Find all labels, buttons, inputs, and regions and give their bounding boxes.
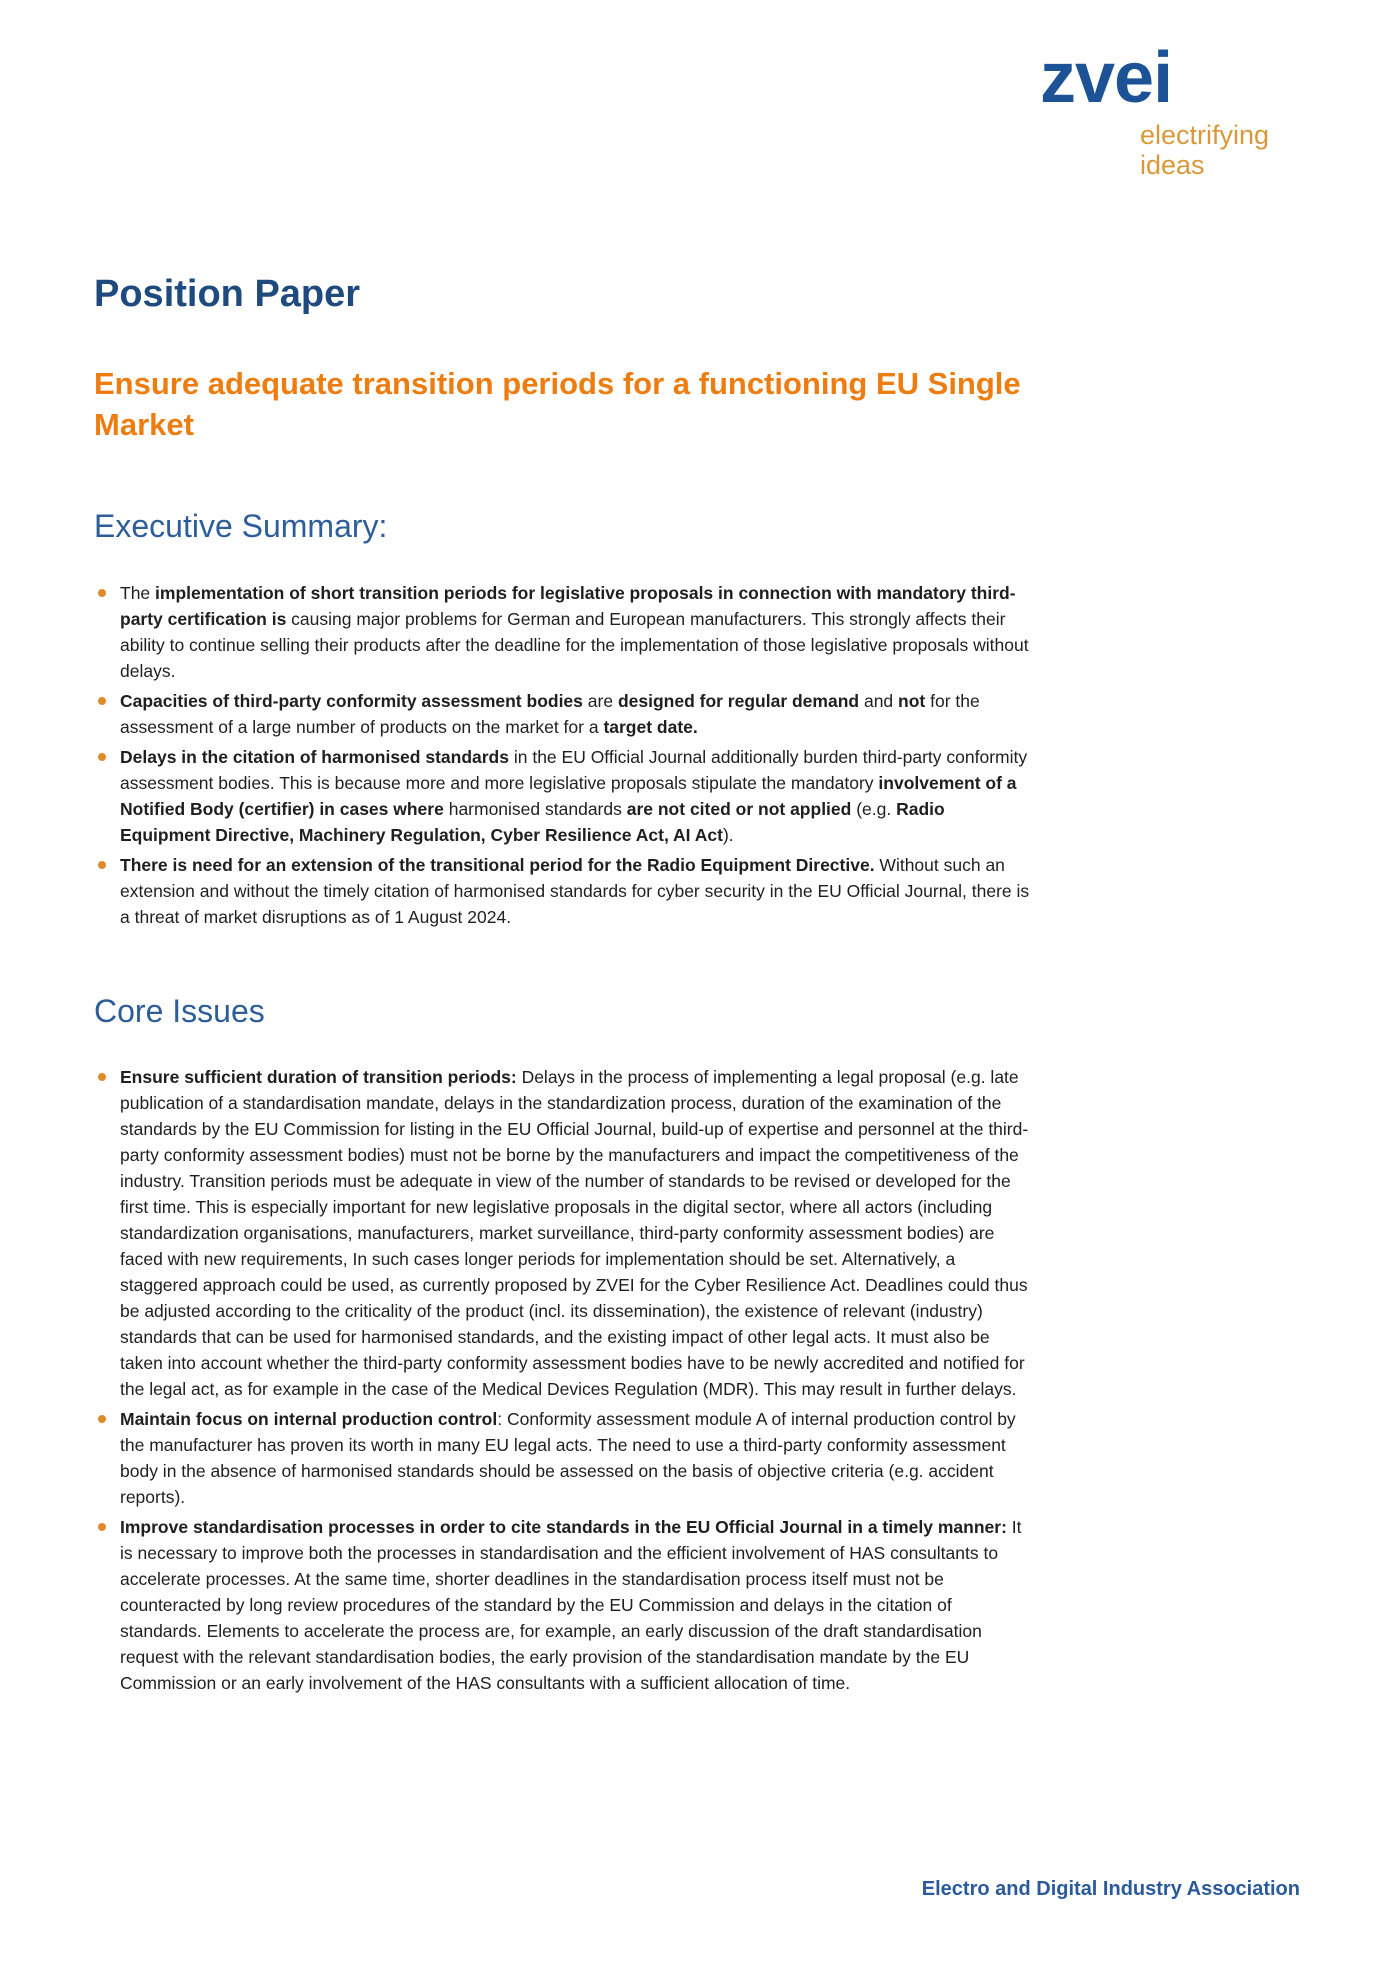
- doc-subtitle: Ensure adequate transition periods for a functioning EU Single Market: [94, 365, 1021, 442]
- zvei-logo-tagline: [1140, 120, 1320, 180]
- text-segment: are not cited or not applied: [626, 798, 852, 819]
- text-segment: : Conformity assessment module A of internal production control by the manufacturer has proven its worth in many EU legal acts. The need to use a third-party conformity assessment body in the absence of harmonised standards should be assessed on the basis of objective criteria (e.g. accident reports).: [120, 1409, 1016, 1508]
- text-segment: harmonised standards: [443, 798, 627, 819]
- list-item: [94, 580, 1036, 684]
- text-segment: Maintain focus on internal production control: [120, 1409, 498, 1430]
- text-segment: (e.g.: [851, 798, 897, 819]
- zvei-logo-wordmark: zvei: [1040, 38, 1173, 118]
- text-segment: Delays in the citation of harmonised standards: [120, 746, 509, 767]
- list-item: [94, 688, 1036, 740]
- list-item: [94, 852, 1036, 930]
- text-segment: for the assessment of a large number of products on the market for a: [120, 690, 980, 737]
- text-segment: ).: [722, 824, 734, 845]
- document-content: [94, 0, 1036, 1700]
- text-segment: designed for regular demand: [617, 690, 860, 711]
- list-item: [94, 1514, 1036, 1696]
- text-segment: implementation of short transition periods for legislative proposals in connection with mandatory third-party certification is: [120, 582, 1016, 629]
- text-segment: It is necessary to improve both the processes in standardisation and the efficient involvement of HAS consultants to accelerate processes. At the same time, shorter deadlines in the standardisation process itself must not be counteracted by long review procedures of the standard by the EU Commission and delays in the citation of standards. Elements to accelerate the process are, for example, an early discussion of the draft standardisation request with the relevant standardisation bodies, the early provision of the standardisation mandate by the EU Commission or an early involvement of the HAS consultants with a sufficient allocation of time.: [120, 1517, 1022, 1694]
- section-heading: Executive Summary:: [94, 508, 388, 545]
- text-segment: Capacities of third-party conformity assessment bodies: [120, 690, 583, 711]
- tagline-line-2: ideas: [1140, 150, 1205, 181]
- text-segment: are: [582, 690, 618, 711]
- list-item: [94, 1406, 1036, 1510]
- footer: [922, 1878, 1300, 1901]
- text-segment: causing major problems for German and European manufacturers. This strongly affects their ability to continue selling their products after the deadline for the implementation of those legislative proposals without delays.: [120, 608, 1029, 681]
- text-segment: Without such an extension and without the timely citation of harmonised standards for cyber security in the EU Official Journal, there is a threat of market disruptions as of 1 August 2024.: [120, 854, 1030, 927]
- list-item: [94, 744, 1036, 848]
- text-segment: Improve standardisation processes in order to cite standards in the EU Official Journal in a timely manner:: [120, 1517, 1007, 1538]
- text-segment: Ensure sufficient duration of transition periods:: [120, 1067, 517, 1088]
- text-segment: and: [859, 690, 899, 711]
- text-segment: There is need for an extension of the transitional period for the Radio Equipment Directive.: [120, 854, 875, 875]
- bullet-list: [94, 1064, 1036, 1696]
- section-heading: Core Issues: [94, 992, 265, 1029]
- text-segment: involvement of a Notified Body (certifier) in cases where: [120, 772, 1017, 819]
- text-segment: not: [898, 690, 926, 711]
- footer-text: Electro and Digital Industry Association: [921, 1878, 1300, 1900]
- zvei-logo: [1040, 38, 1320, 181]
- tagline-line-1: electrifying: [1140, 120, 1270, 150]
- text-segment: The: [120, 582, 156, 603]
- text-segment: Radio Equipment Directive, Machinery Regulation, Cyber Resilience Act, AI Act: [120, 798, 945, 845]
- text-segment: Delays in the process of implementing a legal proposal (e.g. late publication of a standardisation mandate, delays in the standardization process, duration of the examination of the standards by the EU Commission for listing in the EU Official Journal, build-up of expertise and personnel at the third-party conformity assessment bodies) must not be borne by the manufacturers and impact the competitiveness of the industry. Transition periods must be adequate in view of the number of standards to be revised or developed for the first time. This is especially important for new legislative proposals in the digital sector, where all actors (including standardization organisations, manufacturers, market surveillance, third-party conformity assessment bodies) are faced with new requirements, In such cases longer periods for implementation should be set. Alternatively, a staggered approach could be used, as currently proposed by ZVEI for the Cyber Resilience Act. Deadlines could thus be adjusted according to the criticality of the product (incl. its dissemination), the existence of relevant (industry) standards that can be used for harmonised standards, and the existing impact of other legal acts. It must also be taken into account whether the third-party conformity assessment bodies have to be newly accredited and notified for the legal act, as for example in the case of the Medical Devices Regulation (MDR). This may result in further delays.: [120, 1067, 1029, 1400]
- bullet-list: [94, 580, 1036, 930]
- list-item: [94, 1064, 1036, 1402]
- text-segment: target date.: [603, 716, 698, 737]
- page-title: Position Paper: [94, 273, 361, 315]
- text-segment: in the EU Official Journal additionally burden third-party conformity assessment bodies. This is because more and more legislative proposals stipulate the mandatory: [120, 746, 1028, 793]
- sections-container: [94, 507, 1036, 1696]
